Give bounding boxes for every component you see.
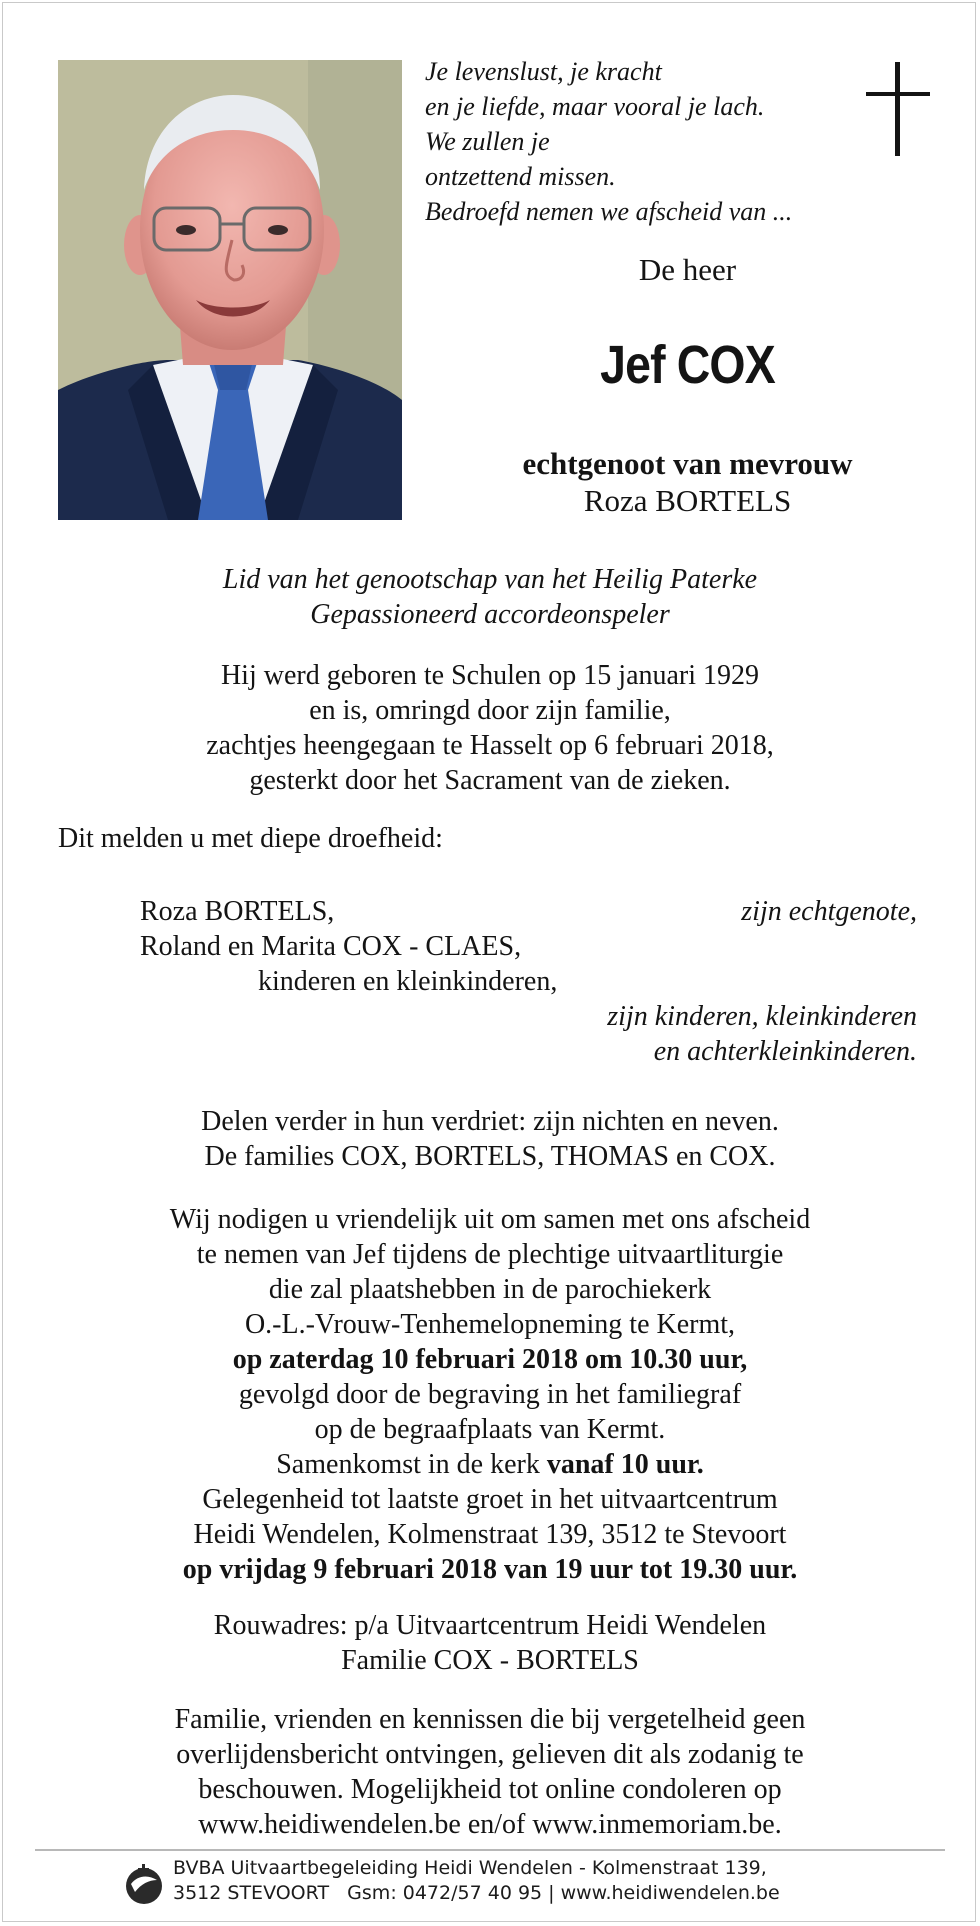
poem-line: ontzettend missen. [425, 162, 616, 191]
mourner-relation: en achterkleinkinderen. [653, 1036, 917, 1067]
poem [425, 54, 855, 229]
cross-icon [864, 60, 934, 160]
viewing-date-text: op vrijdag 9 februari 2018 van 19 uur tot 19.30 uur. [182, 1554, 798, 1585]
membership-line: Lid van het genootschap van het Heilig Paterke [222, 564, 758, 595]
spouse-line: echtgenoot van mevrouw [522, 446, 853, 481]
funeral-line: O.-L.-Vrouw-Tenhemelopneming te Kermt, [244, 1309, 736, 1340]
footer-divider [35, 1849, 945, 1851]
notice-line: Familie, vrienden en kennissen die bij vergetelheid geen [174, 1704, 806, 1735]
notice-line: www.heidiwendelen.be en/of www.inmemoriam.be. [198, 1809, 782, 1840]
notice-line: beschouwen. Mogelijkheid tot online condoleren op [198, 1774, 782, 1805]
life-line: Hij werd geboren te Schulen op 15 januari 1929 [220, 660, 760, 691]
membership-line: Gepassioneerd accordeonspeler [310, 599, 670, 630]
notice-line: overlijdensbericht ontvingen, gelieven dit als zodanig te [176, 1739, 804, 1770]
viewing-date [0, 1552, 980, 1587]
address-line: Rouwadres: p/a Uitvaartcentrum Heidi Wendelen [213, 1610, 767, 1641]
gathering-text: Samenkomst in de kerk [276, 1449, 547, 1480]
sharing-grief [0, 1104, 980, 1174]
funeral-home-logo-icon [123, 1862, 165, 1906]
footer-line: BVBA Uitvaartbegeleiding Heidi Wendelen - Kolmenstraat 139, [173, 1857, 767, 1879]
mourner-relation: zijn echtgenote, [741, 896, 917, 927]
portrait-photo [58, 60, 402, 520]
spouse-info [420, 445, 955, 519]
funeral-line: op de begraafplaats van Kermt. [314, 1414, 666, 1445]
poem-line: en je liefde, maar vooral je lach. [425, 92, 765, 121]
salutation: De heer [638, 252, 737, 287]
funeral-line: Wij nodigen u vriendelijk uit om samen met ons afscheid [169, 1204, 811, 1235]
footer-text [173, 1856, 780, 1906]
life-details [0, 658, 980, 798]
funeral-line: gevolgd door de begraving in het familiegraf [238, 1379, 742, 1410]
memberships [0, 562, 980, 632]
mourner-name: Roland en Marita COX - CLAES, [140, 931, 522, 962]
funeral-line: Gelegenheid tot laatste groet in het uitvaartcentrum [202, 1484, 778, 1515]
address-line: Familie COX - BORTELS [341, 1645, 639, 1676]
life-line: gesterkt door het Sacrament van de zieken. [249, 765, 731, 796]
funeral-date [0, 1342, 980, 1377]
funeral-line: die zal plaatshebben in de parochiekerk [268, 1274, 712, 1305]
spouse-name: Roza BORTELS [583, 483, 792, 518]
portrait-illustration [58, 60, 402, 520]
notice [0, 1702, 980, 1842]
intro-line: Dit melden u met diepe droefheid: [58, 823, 443, 854]
poem-line: Bedroefd nemen we afscheid van ... [425, 197, 793, 226]
gathering-time: vanaf 10 uur. [546, 1449, 704, 1480]
sharing-line: Delen verder in hun verdriet: zijn nichten en neven. [201, 1106, 779, 1137]
mourning-address [0, 1608, 980, 1678]
sharing-line: De families COX, BORTELS, THOMAS en COX. [204, 1141, 776, 1172]
mourner-name: Roza BORTELS, [140, 896, 335, 927]
gathering-line [0, 1447, 980, 1482]
deceased-name: Jef COX [600, 335, 775, 395]
mourner-relation: zijn kinderen, kleinkinderen [607, 1001, 917, 1032]
mourner-name: kinderen en kleinkinderen, [258, 966, 558, 997]
funeral-line: te nemen van Jef tijdens de plechtige uitvaartliturgie [196, 1239, 784, 1270]
poem-line: We zullen je [425, 127, 550, 156]
funeral-date-text: op zaterdag 10 februari 2018 om 10.30 uur, [232, 1344, 748, 1375]
footer-line: 3512 STEVOORT Gsm: 0472/57 40 95 | www.heidiwendelen.be [173, 1882, 780, 1904]
funeral-line: Heidi Wendelen, Kolmenstraat 139, 3512 te Stevoort [193, 1519, 787, 1550]
poem-line: Je levenslust, je kracht [425, 57, 662, 86]
funeral-details [0, 1202, 980, 1587]
life-line: zachtjes heengegaan te Hasselt op 6 februari 2018, [206, 730, 774, 761]
life-line: en is, omringd door zijn familie, [309, 695, 671, 726]
